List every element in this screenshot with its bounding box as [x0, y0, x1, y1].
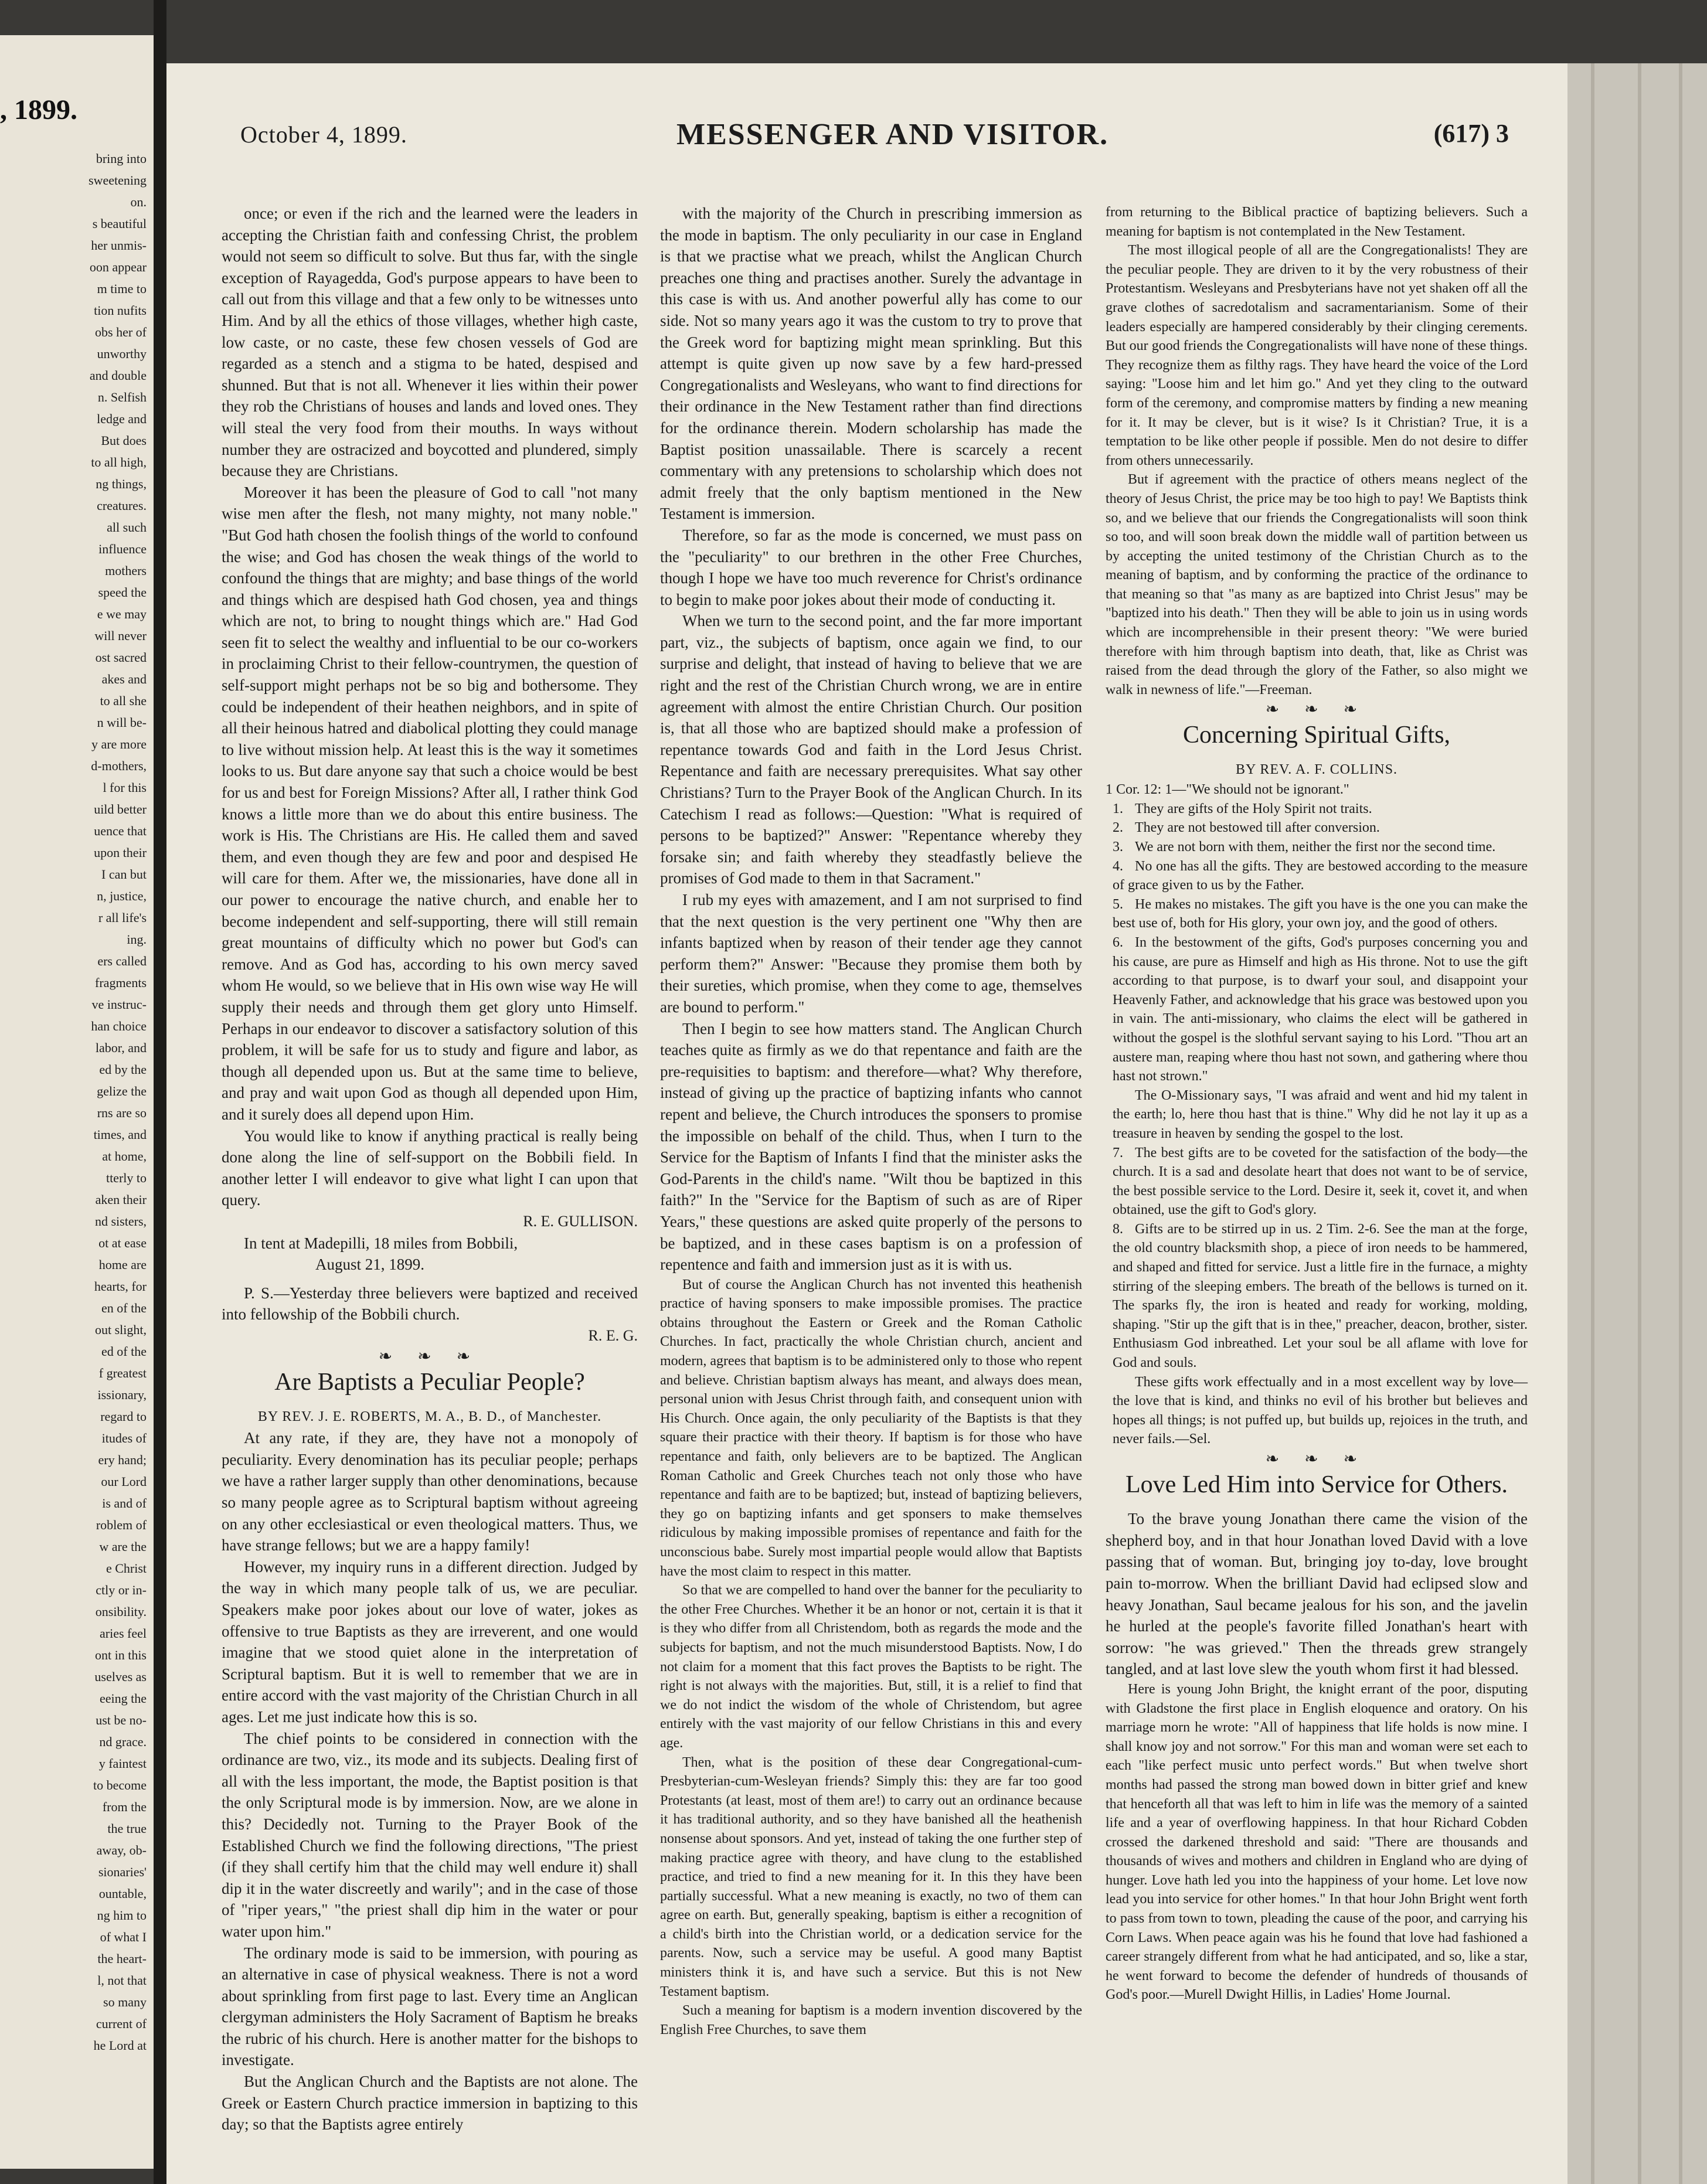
prev-page-line: of what I — [100, 1930, 147, 1944]
prev-page-line: influence — [98, 542, 147, 556]
previous-page-fragment — [0, 35, 154, 2169]
prev-page-line: aken their — [95, 1192, 147, 1207]
byline: BY REV. J. E. ROBERTS, M. A., B. D., of Manchester. — [257, 1409, 602, 1424]
prev-page-line: uselves as — [94, 1669, 147, 1684]
page-edge — [1567, 63, 1707, 2184]
prev-page-line: gelize the — [97, 1084, 147, 1098]
newspaper-page — [166, 63, 1567, 2184]
prev-page-line: sionaries' — [98, 1865, 147, 1879]
prev-page-line: d-mothers, — [91, 758, 147, 773]
prev-page-line: n. Selfish — [97, 390, 147, 404]
paragraph: But the Anglican Church and the Baptists are not alone. The Greek or Eastern Church practice immersion in baptizing to this day; so that the Baptists agree entirely — [222, 2073, 638, 2134]
column-2 — [660, 203, 1082, 2120]
binding-gutter — [154, 0, 166, 2184]
list-item — [1106, 818, 1528, 838]
list-item-number: 8. — [1113, 1221, 1123, 1237]
prev-page-line: is and of — [102, 1496, 147, 1511]
prev-page-line: w are the — [99, 1539, 147, 1554]
section-dingbat: ❧ ❧ ❧ — [1265, 700, 1368, 719]
list-item-number: 1. — [1113, 801, 1123, 817]
section-dingbat: ❧ ❧ ❧ — [1265, 1450, 1368, 1468]
prev-page-line: tion nufits — [94, 303, 147, 318]
prev-page-line: out slight, — [94, 1322, 147, 1337]
list-item — [1106, 857, 1528, 895]
prev-page-line: r all life's — [98, 910, 147, 925]
prev-page-line: times, and — [93, 1127, 147, 1142]
prev-page-line: n, justice, — [97, 889, 147, 903]
prev-page-line: to all high, — [91, 455, 147, 470]
prev-page-line: fragments — [95, 975, 147, 990]
list-item — [1106, 895, 1528, 933]
list-item-text: Gifts are to be stirred up in us. 2 Tim. 2-6. See the man at the forge, the old country blacksmith shop, a piece of iron needs to be hammered, and shaped and fitted for service. Just a little fire in the furnace, a mighty stirring of the sleeping embers. The breath of the bellows is turned on it. The sparks fly, the iron is heated and ready for working, molding, shaping. "Stir up the gift that is in thee," preacher, deacon, brother, sister. Enthusiasm God inbreathed. Let your soul be all aflame with love for God and souls. — [1113, 1221, 1528, 1371]
article-title-spiritual-gifts: Concerning Spiritual Gifts, — [1182, 722, 1451, 749]
prev-page-line: obs her of — [95, 325, 147, 339]
prev-page-line: sweetening — [89, 173, 147, 188]
list-item — [1106, 933, 1528, 1086]
paragraph: The most illogical people of all are the Congregationalists! They are the peculiar people. They are driven to it by the very robustness of their Protestantism. Wesleyans and Presbyterians have not yet shaken off all the grave clothes of sacredotalism and sacramentarianism. Some of their leaders especially are hampered considerably by their clinging cerements. But our good friends the Congregationalists will have none of these things. They recognize them as filthy rags. They have heard the voice of the Lord saying: "Loose him and let him go." And yet they cling to the outward form of the ceremony, and compromise matters by finding a new meaning for it. It may be clever, but is it wise? Is it Christian? True, it is a temptation to be like other people if possible. Men do not desire to differ from others unnecessarily. — [1106, 243, 1528, 468]
list-item-number: 6. — [1113, 934, 1123, 950]
prev-page-line: labor, and — [95, 1040, 147, 1055]
article-title-baptists: Are Baptists a Peculiar People? — [274, 1369, 585, 1396]
prev-page-line: to become — [93, 1778, 147, 1792]
prev-page-line: en of the — [101, 1301, 147, 1315]
paragraph: Such a meaning for baptism is a modern invention discovered by the English Free Churches, to save them — [660, 2003, 1082, 2037]
paragraph: At any rate, if they are, they have not a monopoly of peculiarity. Every denomination has its peculiar people; perhaps we have a rather larger supply than other denominations, because so many people agree as to Scriptural baptism without agreeing on any other ecclesiastical or even theological matters. Thus, we have strange fellows; but we are a happy family! — [222, 1429, 638, 1554]
prev-page-line: m time to — [97, 281, 147, 296]
prev-page-line: hearts, for — [94, 1279, 147, 1294]
byline: BY REV. A. F. COLLINS. — [1235, 761, 1398, 777]
prev-page-line: our Lord — [101, 1474, 147, 1489]
prev-page-line: ng him to — [97, 1908, 147, 1923]
list-item-text: They are not bestowed till after conversion. — [1135, 820, 1380, 836]
prev-page-line: nd grace. — [99, 1734, 147, 1749]
list-item — [1106, 838, 1528, 857]
list-item — [1106, 800, 1528, 819]
list-item-text: The O-Missionary says, "I was afraid and went and hid my talent in the earth; lo, here thou hast that is thine." Why did he not lay it up as a treasure in heaven by sending the gospel to the lost. — [1113, 1087, 1528, 1141]
prev-page-line: roblem of — [96, 1518, 147, 1532]
list-item — [1106, 1144, 1528, 1220]
list-item-number: 3. — [1113, 839, 1123, 855]
gifts-list — [1106, 800, 1528, 1449]
prev-page-line: I can but — [101, 867, 147, 882]
prev-page-line: aries feel — [100, 1626, 147, 1641]
paragraph: When we turn to the second point, and the far more important part, viz., the subjects of baptism, once again we find, to our surprise and delight, that instead of having to believe that we are right and the rest of the Christian Church wrong, we are in entire agreement with almost the entire Christian Church. Our position is, that all those who are baptized should make a profession of repentance towards God and faith in the Lord Jesus Christ. Repentance and faith are necessary prerequisites. What say other Christians? Turn to the Prayer Book of the Anglican Church. In its Catechism I read as follows:—Question: "What is required of persons to be baptized?" Answer: "Repentance whereby they forsake sin; and faith whereby they steadfastly believe the promises of God made to them in that Sacrament." — [660, 612, 1082, 887]
prev-page-line: ers called — [97, 954, 147, 968]
paragraph: However, my inquiry runs in a different direction. Judged by the way in which many people talk of us, we are peculiar. Speakers make poor jokes about our love of water, jokes as offensive to true Baptists as they are irreverent, and one would imagine that we stood quiet alone in the interpretation of Scriptural baptism. But it is well to remember that we are in entire accord with the vast majority of the Christian Church in all ages. Let me just indicate how this is so. — [222, 1557, 638, 1726]
prev-page-line: the heart- — [97, 1951, 147, 1966]
list-item-text: They are gifts of the Holy Spirit not traits. — [1135, 801, 1372, 817]
paragraph: But if agreement with the practice of others means neglect of the theory of Jesus Christ, the price may be too high to pay! We Baptists think so, and we believe that our friends the Congregationalists will soon think so too, and will soon break down the middle wall of partition between us by accepting the united testimony of the Christian Church as to the meaning of baptism, and by conforming the practice of the ordinance to that meaning so that "as many as are baptized into Christ Jesus" may be "baptized into his death." Then they will be able to join us in using words which are incomprehensible in their present theory: "We were buried therefore with him through baptism into death, that, like as Christ was raised from the dead through the glory of the Father, so also might we walk in newness of life."—Freeman. — [1106, 472, 1528, 698]
prev-page-line: y faintest — [98, 1756, 147, 1771]
prev-page-line: and double — [89, 368, 147, 383]
header-page-number: (617) 3 — [1433, 119, 1509, 148]
prev-page-line: home are — [98, 1257, 147, 1272]
scripture-reference: 1 Cor. 12: 1—"We should not be ignorant." — [1106, 782, 1349, 798]
list-item-text: He makes no mistakes. The gift you have is the one you can make the best use of, both for His glory, your own joy, and the good of others. — [1113, 896, 1528, 931]
article-title-love-led: Love Led Him into Service for Others. — [1125, 1471, 1508, 1498]
paragraph: You would like to know if anything practical is really being done along the line of self-support on the Bobbili field. In another letter I will endeavor to give what light I can upon that query. — [222, 1127, 638, 1209]
prev-page-line: her unmis- — [91, 238, 147, 253]
prev-page-line: ery hand; — [98, 1452, 147, 1467]
prev-page-line: l for this — [103, 780, 147, 795]
prev-page-line: n will be- — [97, 715, 147, 730]
paragraph: from returning to the Biblical practice of baptizing believers. Such a meaning for baptism is not contemplated in the New Testament. — [1106, 205, 1528, 239]
prev-page-line: ng things, — [96, 477, 147, 491]
prev-page-line: han choice — [91, 1019, 147, 1033]
prev-page-line: e Christ — [106, 1561, 147, 1576]
header-date: October 4, 1899. — [240, 121, 407, 148]
prev-page-line: all such — [107, 520, 147, 535]
page-edge-strip — [1591, 63, 1594, 2184]
prev-page-line: y are more — [91, 737, 147, 751]
prev-page-line: nd sisters, — [95, 1214, 147, 1229]
prev-page-line: away, ob- — [96, 1843, 147, 1858]
prev-page-line: issionary, — [97, 1387, 147, 1402]
paragraph: with the majority of the Church in prescribing immersion as the mode in baptism. The only peculiarity in our case in England is that we practise what we preach, whilst the Anglican Church preaches one thing and practises another. Surely the advantage in this case is with us. And another powerful ally has come to our side. Not so many years ago it was the custom to try to prove that the Greek word for baptizing might mean sprinkling. But this attempt is quite given up now save by a few hard-pressed Congregationalists and Wesleyans, who want to find directions for their ordinance in the New Testament rather than find directions for the ordinance therein. Modern scholarship has made the Baptist position unassailable. There is scarcely a recent commentary with any pretensions to scholarship which does not admit freely that the only baptism mentioned in the New Testament is immersion. — [660, 205, 1082, 523]
prev-page-line: upon their — [94, 845, 147, 860]
list-item — [1106, 1373, 1528, 1449]
prev-page-line: But does — [101, 433, 147, 448]
prev-page-line: mothers — [105, 563, 147, 578]
paragraph: Then I begin to see how matters stand. The Anglican Church teaches quite as firmly as we do that repentance and faith are the pre-requisities to baptism: and therefore—what? Why therefore, instead of giving up the practice of baptizing infants who cannot repent and believe, the Church introduces the sponsers to promise the impossible on behalf of the child. Thus, when I turn to the Service for the Baptism of Infants I find that the minister asks the God-Parents in the child's name. "Wilt thou be baptized in this faith?" In the "Service for the Baptism of such as are of Riper Years," these questions are asked quite properly of the persons to be baptized, and in these cases baptism is on a profession of repentence and faith and immersion just as it is with us. — [660, 1019, 1082, 1274]
list-item-text: No one has all the gifts. They are bestowed according to the measure of grace given to us by the Father. — [1113, 858, 1528, 893]
prev-page-line: creatures. — [97, 498, 147, 513]
prev-page-line: ot at ease — [98, 1236, 147, 1250]
prev-page-line: at home, — [102, 1149, 147, 1164]
postscript: P. S.—Yesterday three believers were baptized and received into fellowship of the Bobbili church. — [222, 1284, 638, 1324]
paragraph: Here is young John Bright, the knight errant of the poor, disputing with Gladstone the first place in English eloquence and oratory. On his marriage morn he wrote: "All of happiness that life holds is now mine. I shall know joy and not sorrow." For this man and woman were set each to each "like perfect music unto perfect words." But when twelve short months had passed the strong man bowed down in bitter grief and knew that henceforth all that was left to him in life was the memory of a sainted life and a year of overflowing happiness. In that hour Richard Cobden crossed the darkened threshold and said: "There are thousands and thousands of wives and mothers and children in England who are dying of hunger. Love hath led you into the happiness of your home. Let love now lead you into service for other homes." In that hour John Bright went forth to pass from town to town, pleading the cause of the poor, and carrying his Corn Laws. When peace again was his he found that love had fashioned a career strangely different from what he had anticipated, and so, like a star, he went forward to become the defender of hundreds of thousands of God's poor.—Murell Dwight Hillis, in Ladies' Home Journal. — [1106, 1681, 1528, 2003]
prev-page-line: rns are so — [97, 1105, 147, 1120]
prev-page-line: ve instruc- — [91, 997, 147, 1012]
list-item-number: 5. — [1113, 896, 1123, 912]
prev-page-line: ost sacred — [95, 650, 147, 665]
paragraph: To the brave young Jonathan there came the vision of the shepherd boy, and in that hour Jonathan loved David with a love passing that of woman. But, bringing joy to-day, love brought pain to-morrow. When the brilliant David had eclipsed slow and heavy Jonathan, Saul became jealous for his son, and the javelin he hurled at the people's favorite filled Jonathan's heart with sorrow: "he was grieved." Then the threads grew strangely tangled, and at last love slew the youth whom first it had blessed. — [1106, 1510, 1528, 1678]
prev-page-line: so many — [103, 1995, 147, 2009]
column-3 — [1106, 203, 1528, 2120]
prev-page-line: l, not that — [97, 1973, 147, 1988]
column-1 — [222, 203, 638, 2134]
paragraph: Therefore, so far as the mode is concerned, we must pass on the "peculiarity" to our brethren in the other Free Churches, though I hope we have too much reverence for Christ's ordinance to begin to make poor jokes about their mode of conducting it. — [660, 526, 1082, 608]
prev-page-line: speed the — [98, 585, 147, 600]
prev-page-line: ed of the — [101, 1344, 147, 1359]
list-item-number: 2. — [1113, 820, 1123, 836]
page-edge-strip — [1638, 63, 1641, 2184]
prev-page-line: will never — [94, 628, 147, 643]
section-dingbat: ❧ ❧ ❧ — [378, 1348, 481, 1366]
paragraph: I rub my eyes with amazement, and I am not surprised to find that the next question is the very pertinent one "Why then are infants baptized when by reason of their tender age they cannot perform them?" Answer: "Because they promise them both by their sureties, which promise, when they come to age, themselves are bound to perform." — [660, 891, 1082, 1016]
prev-page-line: ed by the — [99, 1062, 147, 1077]
prev-page-line: the true — [107, 1821, 147, 1836]
prev-page-line: uild better — [94, 802, 147, 817]
paragraph: The ordinary mode is said to be immersion, with pouring as an alternative in case of physical weakness. There is not a word about sprinkling from first page to last. Every time an Anglican clergyman administers the Holy Sacrament of Baptism he breaks the rubric of his church. Here is another matter for the bishops to investigate. — [222, 1944, 638, 2069]
list-item-text: The best gifts are to be coveted for the satisfaction of the body—the church. It is a sad and desolate heart that does not want to be of service, the best possible service to the Lord. Desire it, seek it, covet it, and when obtained, use the gift to God's glory. — [1113, 1145, 1528, 1218]
list-item-number: 4. — [1113, 858, 1123, 874]
paragraph: The chief points to be considered in connection with the ordinance are two, viz., its mode and its subjects. Dealing first of all with the less important, the mode, the Baptist position is that the only Scriptural mode is by immersion. Now, are we alone in this? Decidedly not. Turning to the Prayer Book of the Established Church we find the following directions, "The priest (if they shall certify him that the child may well endure it) shall dip it in the water discreetly and warily"; and in the case of those of "riper years," "the priest shall dip him in the water or pour water upon him." — [222, 1729, 638, 1940]
list-item-text: These gifts work effectually and in a most excellent way by love—the love that is kind, and thinks no evil of his brother but believes and hopes all things; is not puffed up, but builds up, rejoices in the truth, and never fails.—Sel. — [1113, 1374, 1528, 1447]
prev-page-line: s beautiful — [92, 216, 147, 231]
list-item — [1106, 1086, 1528, 1144]
location-line: In tent at Madepilli, 18 miles from Bobbili, — [244, 1234, 518, 1252]
paragraph: So that we are compelled to hand over the banner for the peculiarity to the other Free Churches. Whether it be an honor or not, certain it is that it is they who differ from all Christendom, both as regards the mode and the subjects for baptism, and not the much misunderstood Baptists. Now, I do not claim for a moment that this fact proves the Baptists to be right. The right is not always with the majorities. But, still, it is a relief to find that we do not indict the wisdom of the whole of Christendom, but agree entirely with the vast majority of our fellow Christians in this and every age. — [660, 1583, 1082, 1751]
prev-page-line: from the — [102, 1799, 147, 1814]
prev-page-line: to all she — [100, 693, 147, 708]
prev-page-line: eeing the — [99, 1691, 147, 1706]
list-item-text: We are not born with them, neither the first nor the second time. — [1135, 839, 1496, 855]
page-header — [166, 109, 1567, 162]
list-item — [1106, 1220, 1528, 1373]
prev-page-line: ont in this — [94, 1648, 147, 1662]
prev-page-line: uence that — [94, 824, 147, 838]
signature-initials: R. E. G. — [588, 1326, 638, 1344]
prev-page-year: , 1899. — [0, 94, 77, 125]
prev-page-line: ountable, — [98, 1886, 147, 1901]
prev-page-line: tterly to — [106, 1171, 147, 1185]
prev-page-line: ledge and — [97, 411, 147, 426]
header-title: MESSENGER AND VISITOR. — [676, 118, 1109, 151]
date-line: August 21, 1899. — [315, 1256, 425, 1274]
page-edge-strip — [1679, 63, 1682, 2184]
prev-page-line: he Lord at — [93, 2038, 147, 2053]
prev-page-line: akes and — [101, 672, 147, 686]
prev-page-line: itudes of — [101, 1431, 147, 1445]
prev-page-line: onsibility. — [95, 1604, 147, 1619]
prev-page-line: e we may — [97, 607, 147, 621]
prev-page-line: ctly or in- — [96, 1583, 147, 1597]
prev-page-line: ust be no- — [96, 1713, 147, 1727]
prev-page-line: ing. — [127, 932, 147, 947]
list-item-text: In the bestowment of the gifts, God's purposes concerning you and his cause, are pure as Himself and high as His throne. Not to use the gift according to that purpose, is to dwarf your soul, and disappoint your Heavenly Father, and acknowledge that his grace was bestowed upon you in vain. The anti-missionary, who claims the elect will be gathered in without the gospel is the slothful servant saying to his Lord. "Thou art an austere man, reaping where thou hast not sown, and gathering where thou hast not strown." — [1113, 934, 1528, 1084]
paragraph: once; or even if the rich and the learned were the leaders in accepting the Christian faith and confessing Christ, the problem would not seem so difficult to solve. But thus far, with the single exception of Rayagedda, God's purpose appears to have been to call out from this village and that a few only to be witnesses unto Him. And by all the ethics of those villages, whether high caste, low caste, or no caste, these few chosen vessels of God are regarded as a stench and a stigma to be hated, despised and shunned. But that is not all. Whenever it lies within their power they rob the Christians of houses and lands and loved ones. They will steal the very food from their mouths. In ways without number they are ostracized and boycotted and plundered, simply because they are Christians. — [222, 205, 638, 480]
prev-page-line: on. — [130, 195, 147, 209]
prev-page-line: regard to — [100, 1409, 147, 1424]
prev-page-line: f greatest — [98, 1366, 147, 1380]
prev-page-line: bring into — [96, 151, 147, 166]
prev-page-line: current of — [96, 2016, 147, 2031]
prev-page-line: unworthy — [97, 346, 147, 361]
paragraph: But of course the Anglican Church has not invented this heathenish practice of having sponsers to make impossible promises. The practice obtains throughout the Eastern or Greek and the Roman Catholic Churches. In fact, practically the whole Christian church, ancient and modern, agrees that baptism is to be administered only to those who repent and believe. Christian baptism always has meant, and always does mean, personal union with Jesus Christ through faith, and consequent union with His Church. Once again, the only peculiarity of the Baptists is that they square their practice with their theory. If baptism is for those who have repentance and faith, only believers are to be baptized. The Anglican Roman Catholic and Greek Churches teach not only those who have repentance and faith are to be baptized; but, instead of baptizing believers, they go on baptizing infants and get sponsers to make themselves ridiculous by making impossible promises of repentance and faith for the unconscious babe. Surely most impartial people would allow that Baptists have the most claim to respect in this matter. — [660, 1277, 1082, 1579]
paragraph: Then, what is the position of these dear Congregational-cum-Presbyterian-cum-Wesleyan friends? Simply this: they are far too good Protestants (at least, most of them are!) to carry out an ordinance because it has traditional authority, and so they have banished all the heathenish nonsense about sponsors. And yet, instead of taking the one further step of making practice agree with theory, and have clung to the established practice, and tried to find a new meaning for it. In this they have been partially successful. What a new meaning is exactly, no two of them can agree on earth. But, generally speaking, baptism is either a recognition of a child's birth into the Christian world, or a dedication service for the parents. Now, such a service may be useful. A good many Baptist ministers think it is, and have such a service. But this is not New Testament baptism. — [660, 1754, 1082, 1999]
list-item-number: 7. — [1113, 1145, 1123, 1161]
paragraph: Moreover it has been the pleasure of God to call "not many wise men after the flesh, not many mighty, not many noble." "But God hath chosen the foolish things of the world to confound the wise; and God has chosen the weak things of the world to confound the things that are mighty; and base things of the world and things which are despised hath God chosen, yea and things which are not, to bring to nought things which are." Had God seen fit to select the wealthy and influential to be our co-workers in proclaiming Christ to their fellow-countrymen, the question of self-support might perhaps not be so big and bothersome. They could be independent of their heathen neighbors, and in spite of all their heinous hatred and diabolical plotting they could manage to live without mission help. At least this is the way it sometimes looks to us. But dare anyone say that such a choice would be best for us and best for Foreign Missions? After all, I rather think God knows a little more than we do about this entire business. The work is His. The Christians are His. He called them and saved them, and even though they are few and poor and despised He will care for them. After we, the missionaries, have done all in our power to encourage the native church, and enable her to become independent and self-supporting, there will still remain great mountains of difficulty which no power but God's can remove. And as God has, according to his own mercy saved whom He would, so we believe that in His own wise way He will supply their needs and through them get glory unto Himself. Perhaps in our endeavor to discover a satisfactory solution of this problem, it will be safe for us to study and figure and labor, as though all depended upon us. But at the same time to believe, and pray and wait upon God as though all depended upon Him, and it surely does all depend upon Him. — [222, 483, 638, 1123]
prev-page-line: oon appear — [89, 260, 147, 274]
signature: R. E. GULLISON. — [523, 1212, 638, 1230]
